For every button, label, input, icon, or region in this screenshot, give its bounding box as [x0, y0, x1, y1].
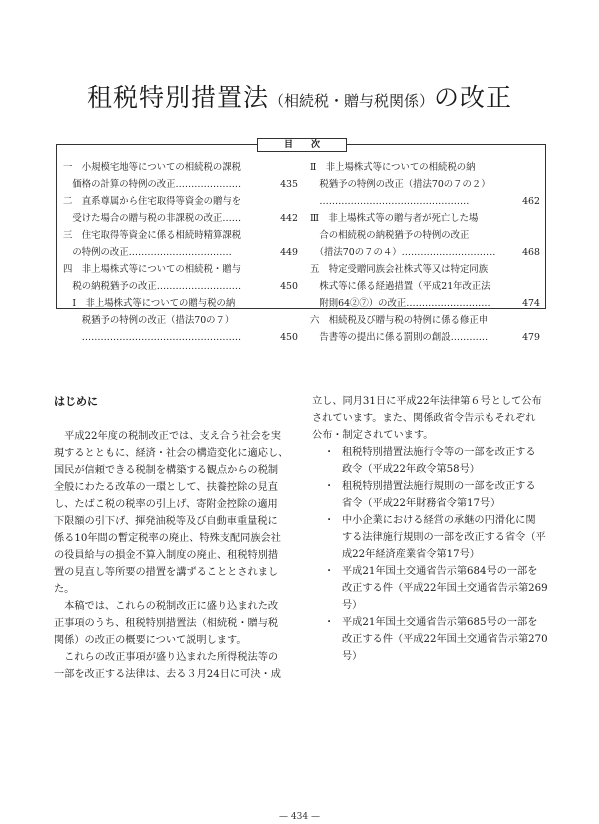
list-item-line: 租税特別措置法施行規則の一部を改正する: [342, 481, 536, 492]
toc-entry: [63, 176, 298, 193]
toc-entry-text: 三 住宅取得等資金に係る相続時精算課税: [63, 230, 242, 241]
section-heading: はじめに: [54, 395, 98, 408]
list-item-line: する法律施行規則の一部を改正する省令（平: [342, 532, 546, 543]
bullet-mark: ・: [324, 617, 335, 628]
toc-entry: [310, 159, 540, 176]
toc-entry-text: Ⅱ 非上場株式等についての相続税の納: [310, 162, 476, 173]
title-main-end: の改正: [434, 83, 513, 112]
body-left-column: [54, 393, 296, 683]
article-title: [0, 78, 599, 114]
toc-entry-text: 税猶予の特例の改正（措法70の７の２）: [310, 179, 491, 190]
toc-entry: [63, 210, 298, 227]
text-line: 正事項のうち、租税特別措置法（相続税・贈与税: [54, 618, 279, 629]
toc-entry-text: 六 相続税及び贈与税の特例に係る修正申: [310, 315, 489, 326]
toc-entry: [310, 244, 540, 261]
toc-entry: [310, 329, 540, 346]
text-line: の役員給与の損金不算入制度の廃止、租税特別措: [54, 550, 279, 561]
toc-entry: [310, 176, 540, 193]
toc-entry: [310, 210, 540, 227]
list-item-line: 中小企業における経営の承継の円滑化に関: [342, 515, 536, 526]
list-item-line: 省令（平成22年財務省令第17号）: [342, 498, 501, 509]
regulation-list: [312, 444, 550, 665]
toc-page-number: 442: [280, 213, 298, 224]
toc-entry-text: ……………………………………………: [63, 332, 242, 343]
toc-entry-text: 二 直系尊属から住宅取得等資金の贈与を: [63, 196, 242, 207]
bullet-mark: ・: [324, 515, 335, 526]
list-item: [312, 563, 550, 614]
text-line: 立し、同月31日に平成22年法律第６号として公布: [312, 396, 542, 407]
toc-entry-text: 税猶予の特例の改正（措法70の７）: [63, 315, 235, 326]
text-line: 本稿では、これらの税制改正に盛り込まれた改: [54, 601, 279, 612]
toc-entry-text: Ⅲ 非上場株式等の贈与者が死亡した場: [310, 213, 479, 224]
text-line: 係る10年間の暫定税率の廃止、特殊支配同族会社: [54, 533, 281, 544]
toc-page-number: 479: [522, 332, 540, 343]
toc-page-number: 450: [280, 332, 298, 343]
toc-entry: [63, 295, 298, 312]
toc-entry: [63, 159, 298, 176]
list-item-line: 政令（平成22年政令第58号）: [342, 464, 480, 475]
text-line: た。: [54, 584, 75, 595]
toc-entry: [310, 295, 540, 312]
toc-page-number: 450: [280, 281, 298, 292]
text-line: 全般にわたる改革の一環として、扶養控除の見直: [54, 482, 278, 493]
page-number: — 434 —: [279, 812, 320, 822]
toc-entry-text: 五 特定受贈同族会社株式等又は特定同族: [310, 264, 489, 275]
toc-entry-text: 税の納税猶予の改正………………………: [63, 281, 242, 292]
toc-entry-text: の特例の改正……………………………: [63, 247, 232, 258]
title-main: 租税特別措置法: [86, 83, 269, 112]
text-line: 国民が信頼できる税制を構築する観点からの税制: [54, 465, 279, 476]
bullet-mark: ・: [324, 481, 335, 492]
toc-entry-text: …………………………………………: [310, 196, 470, 207]
intro-text: [54, 428, 296, 683]
toc-page-number: 462: [522, 196, 540, 207]
text-line: 一部を改正する法律は、去る３月24日に可決・成: [54, 669, 281, 680]
toc-entry-text: 附則64②⑦）の改正………………………: [310, 298, 491, 309]
toc-page-number: 449: [280, 247, 298, 258]
list-item-line: 平成21年国土交通省告示第685号の一部を: [342, 617, 538, 628]
list-item: [312, 444, 550, 478]
toc-entry-text: 受けた場合の贈与税の非課税の改正……: [63, 213, 242, 224]
text-line: されています。また、関係政省令告示もそれぞれ: [312, 413, 536, 424]
continued-text: [312, 393, 550, 444]
toc-page-number: 435: [280, 179, 298, 190]
toc-left-column: [63, 159, 298, 346]
toc-entry: [310, 193, 540, 210]
bullet-mark: ・: [324, 566, 335, 577]
list-item-line: 成22年経済産業省令第17号）: [342, 549, 480, 560]
text-line: 現するとともに、経済・社会の構造変化に適応し、: [54, 448, 289, 459]
toc-entry-text: 株式等に係る経過措置（平成21年改正法: [310, 281, 491, 292]
toc-page-number: 474: [522, 298, 540, 309]
list-item: [312, 614, 550, 665]
toc-entry: [63, 193, 298, 210]
toc-entry: [310, 312, 540, 329]
text-line: これらの改正事項が盛り込まれた所得税法等の: [54, 652, 279, 663]
toc-entry-text: Ⅰ 非上場株式等についての贈与税の納: [63, 298, 236, 309]
list-item-line: 租税特別措置法施行令等の一部を改正する: [342, 447, 536, 458]
toc-entry: [310, 278, 540, 295]
list-item-line: 号）: [342, 600, 363, 611]
toc-label: 目次: [257, 138, 347, 152]
toc-entry: [63, 244, 298, 261]
toc-entry: [310, 227, 540, 244]
toc-entry-text: 合の相続税の納税猶予の特例の改正: [310, 230, 470, 241]
toc-entry: [63, 261, 298, 278]
bullet-mark: ・: [324, 447, 335, 458]
toc-entry-text: 四 非上場株式等についての相続税・贈与: [63, 264, 241, 275]
toc-entry: [63, 312, 298, 329]
toc-entry-text: （措法70の７の４）…………………………: [310, 247, 496, 258]
body-right-column: [312, 393, 550, 665]
toc-entry: [63, 227, 298, 244]
text-line: 平成22年度の税制改正では、支え合う社会を実: [54, 431, 281, 442]
list-item: [312, 512, 550, 563]
text-line: 公布・制定されています。: [312, 430, 434, 441]
toc-entry: [63, 278, 298, 295]
list-item-line: 改正する件（平成22年国土交通省告示第270: [342, 634, 548, 645]
list-item-line: 改正する件（平成22年国土交通省告示第269: [342, 583, 548, 594]
toc-entry-text: 告書等の提出に係る罰則の創設…………: [310, 332, 489, 343]
text-line: 置の見直し等所要の措置を講ずることとされまし: [54, 567, 279, 578]
title-subtitle: （相続税・贈与税関係）: [268, 92, 434, 110]
list-item-line: 号）: [342, 651, 363, 662]
toc-entry: [310, 261, 540, 278]
text-line: 関係）の改正の概要について説明します。: [54, 635, 247, 646]
toc-right-column: [310, 159, 540, 346]
text-line: 下限額の引下げ、揮発油税等及び自動車重量税に: [54, 516, 278, 527]
table-of-contents: [56, 140, 546, 343]
toc-entry: [63, 329, 298, 346]
list-item: [312, 478, 550, 512]
toc-entry-text: 価格の計算の特例の改正…………………: [63, 179, 242, 190]
toc-page-number: 468: [522, 247, 540, 258]
list-item-line: 平成21年国土交通省告示第684号の一部を: [342, 566, 538, 577]
text-line: し、たばこ税の税率の引上げ、寄附金控除の適用: [54, 499, 278, 510]
toc-entry-text: 一 小規模宅地等についての相続税の課税: [63, 162, 241, 173]
